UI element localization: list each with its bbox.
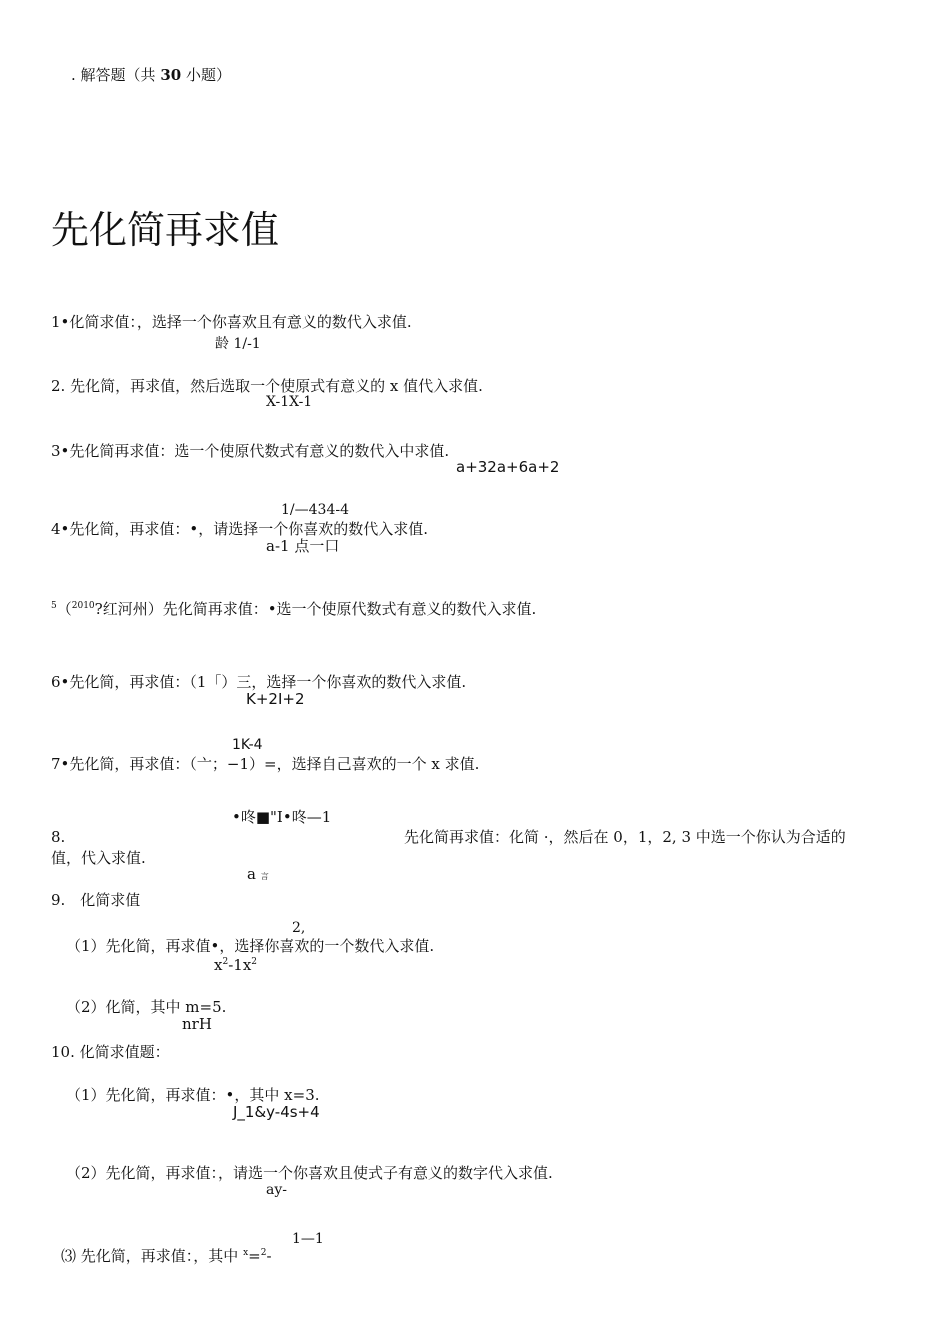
question-2-formula: X-1X-1 — [266, 394, 313, 410]
question-10-3-text: ⑶ 先化简，再求值：，其中 — [61, 1247, 239, 1265]
question-10-3-x: x — [243, 1248, 249, 1258]
question-7-formula-top: 1K-4 — [232, 737, 263, 753]
question-9-heading: 9. 化简求值 — [51, 891, 141, 909]
question-5 — [51, 600, 536, 618]
question-10-3-eq: = — [248, 1247, 261, 1265]
question-10-2-text: （2）先化简，再求值：，请选一个你喜欢且使式子有意义的数字代入求值. — [66, 1164, 553, 1182]
question-10-1-formula: J_1&y-4s+4 — [233, 1103, 320, 1121]
question-9-1-formula — [214, 956, 257, 974]
question-9-1-formula-top: 2, — [292, 920, 306, 936]
question-8-number: 8. — [51, 828, 66, 846]
question-10-3-dash: - — [266, 1247, 272, 1265]
question-8-formula-bottom — [247, 865, 269, 886]
question-1-text: 1•化简求值：，选择一个你喜欢且有意义的数代入求值. — [51, 313, 412, 331]
section-header-prefix: . 解答题（共 — [71, 66, 161, 84]
question-8-text-continued: 值，代入求值. — [51, 849, 146, 867]
question-8-formula-bottom-b: 言 — [260, 872, 269, 881]
question-9-2-formula: nrH — [182, 1015, 212, 1033]
page-title: 先化简再求值 — [51, 208, 280, 252]
question-8-text: 先化简再求值：化简 ·，然后在 0，1，2, 3 中选一个你认为合适的 — [404, 828, 846, 846]
question-10-2-formula: ay- — [266, 1182, 287, 1198]
question-4-text: 4•先化简，再求值：•，请选择一个你喜欢的数代入求值. — [51, 520, 429, 538]
question-9-1-text: （1）先化简，再求值•，选择你喜欢的一个数代入求值. — [66, 937, 435, 955]
question-9-1-formula-x: x — [214, 956, 223, 974]
question-2-text: 2. 先化简，再求值，然后选取一个使原式有意义的 x 值代入求值. — [51, 377, 483, 395]
section-header — [71, 66, 231, 84]
question-9-1-formula-sup2: 2 — [251, 957, 258, 967]
question-10-3-formula-top: 1—1 — [292, 1231, 324, 1247]
question-8-formula-bottom-a: a — [247, 865, 256, 883]
question-3-formula: a+32a+6a+2 — [456, 458, 560, 476]
question-3-text: 3•先化简再求值：选一个使原代数式有意义的数代入中求值. — [51, 442, 450, 460]
question-10-3 — [61, 1247, 272, 1265]
question-10-1-text: （1）先化简，再求值：•，其中 x=3. — [66, 1086, 320, 1104]
question-4-formula-top: 1/—434-4 — [281, 502, 349, 518]
question-10-3-sup: 2 — [260, 1248, 267, 1258]
question-8-formula-top: •咚■"I•咚—1 — [232, 808, 332, 826]
question-9-1-formula-mid: -1x — [228, 956, 252, 974]
question-5-text: ?红河州）先化简再求值：•选一个使原代数式有意义的数代入求值. — [94, 600, 537, 618]
question-9-1-formula-sup1: 2 — [222, 957, 229, 967]
question-5-paren: （ — [56, 600, 72, 618]
question-5-year: 2010 — [71, 601, 95, 611]
question-4-formula-bottom: a-1 点一口 — [266, 537, 340, 555]
question-6-text: 6•先化简，再求值：（1「）三，选择一个你喜欢的数代入求值. — [51, 673, 467, 691]
question-7-text: 7•先化简，再求值：（亠；−1）=，选择自己喜欢的一个 x 求值. — [51, 755, 480, 773]
question-9-2-text: （2）化简，其中 m=5. — [66, 998, 227, 1016]
section-header-suffix: 小题） — [181, 66, 231, 84]
question-5-number: 5 — [51, 601, 57, 611]
question-1-formula: 龄 1/-1 — [215, 336, 261, 352]
question-count: 30 — [160, 66, 182, 84]
question-10-heading: 10. 化简求值题： — [51, 1043, 170, 1061]
question-6-formula: K+2I+2 — [246, 690, 305, 708]
